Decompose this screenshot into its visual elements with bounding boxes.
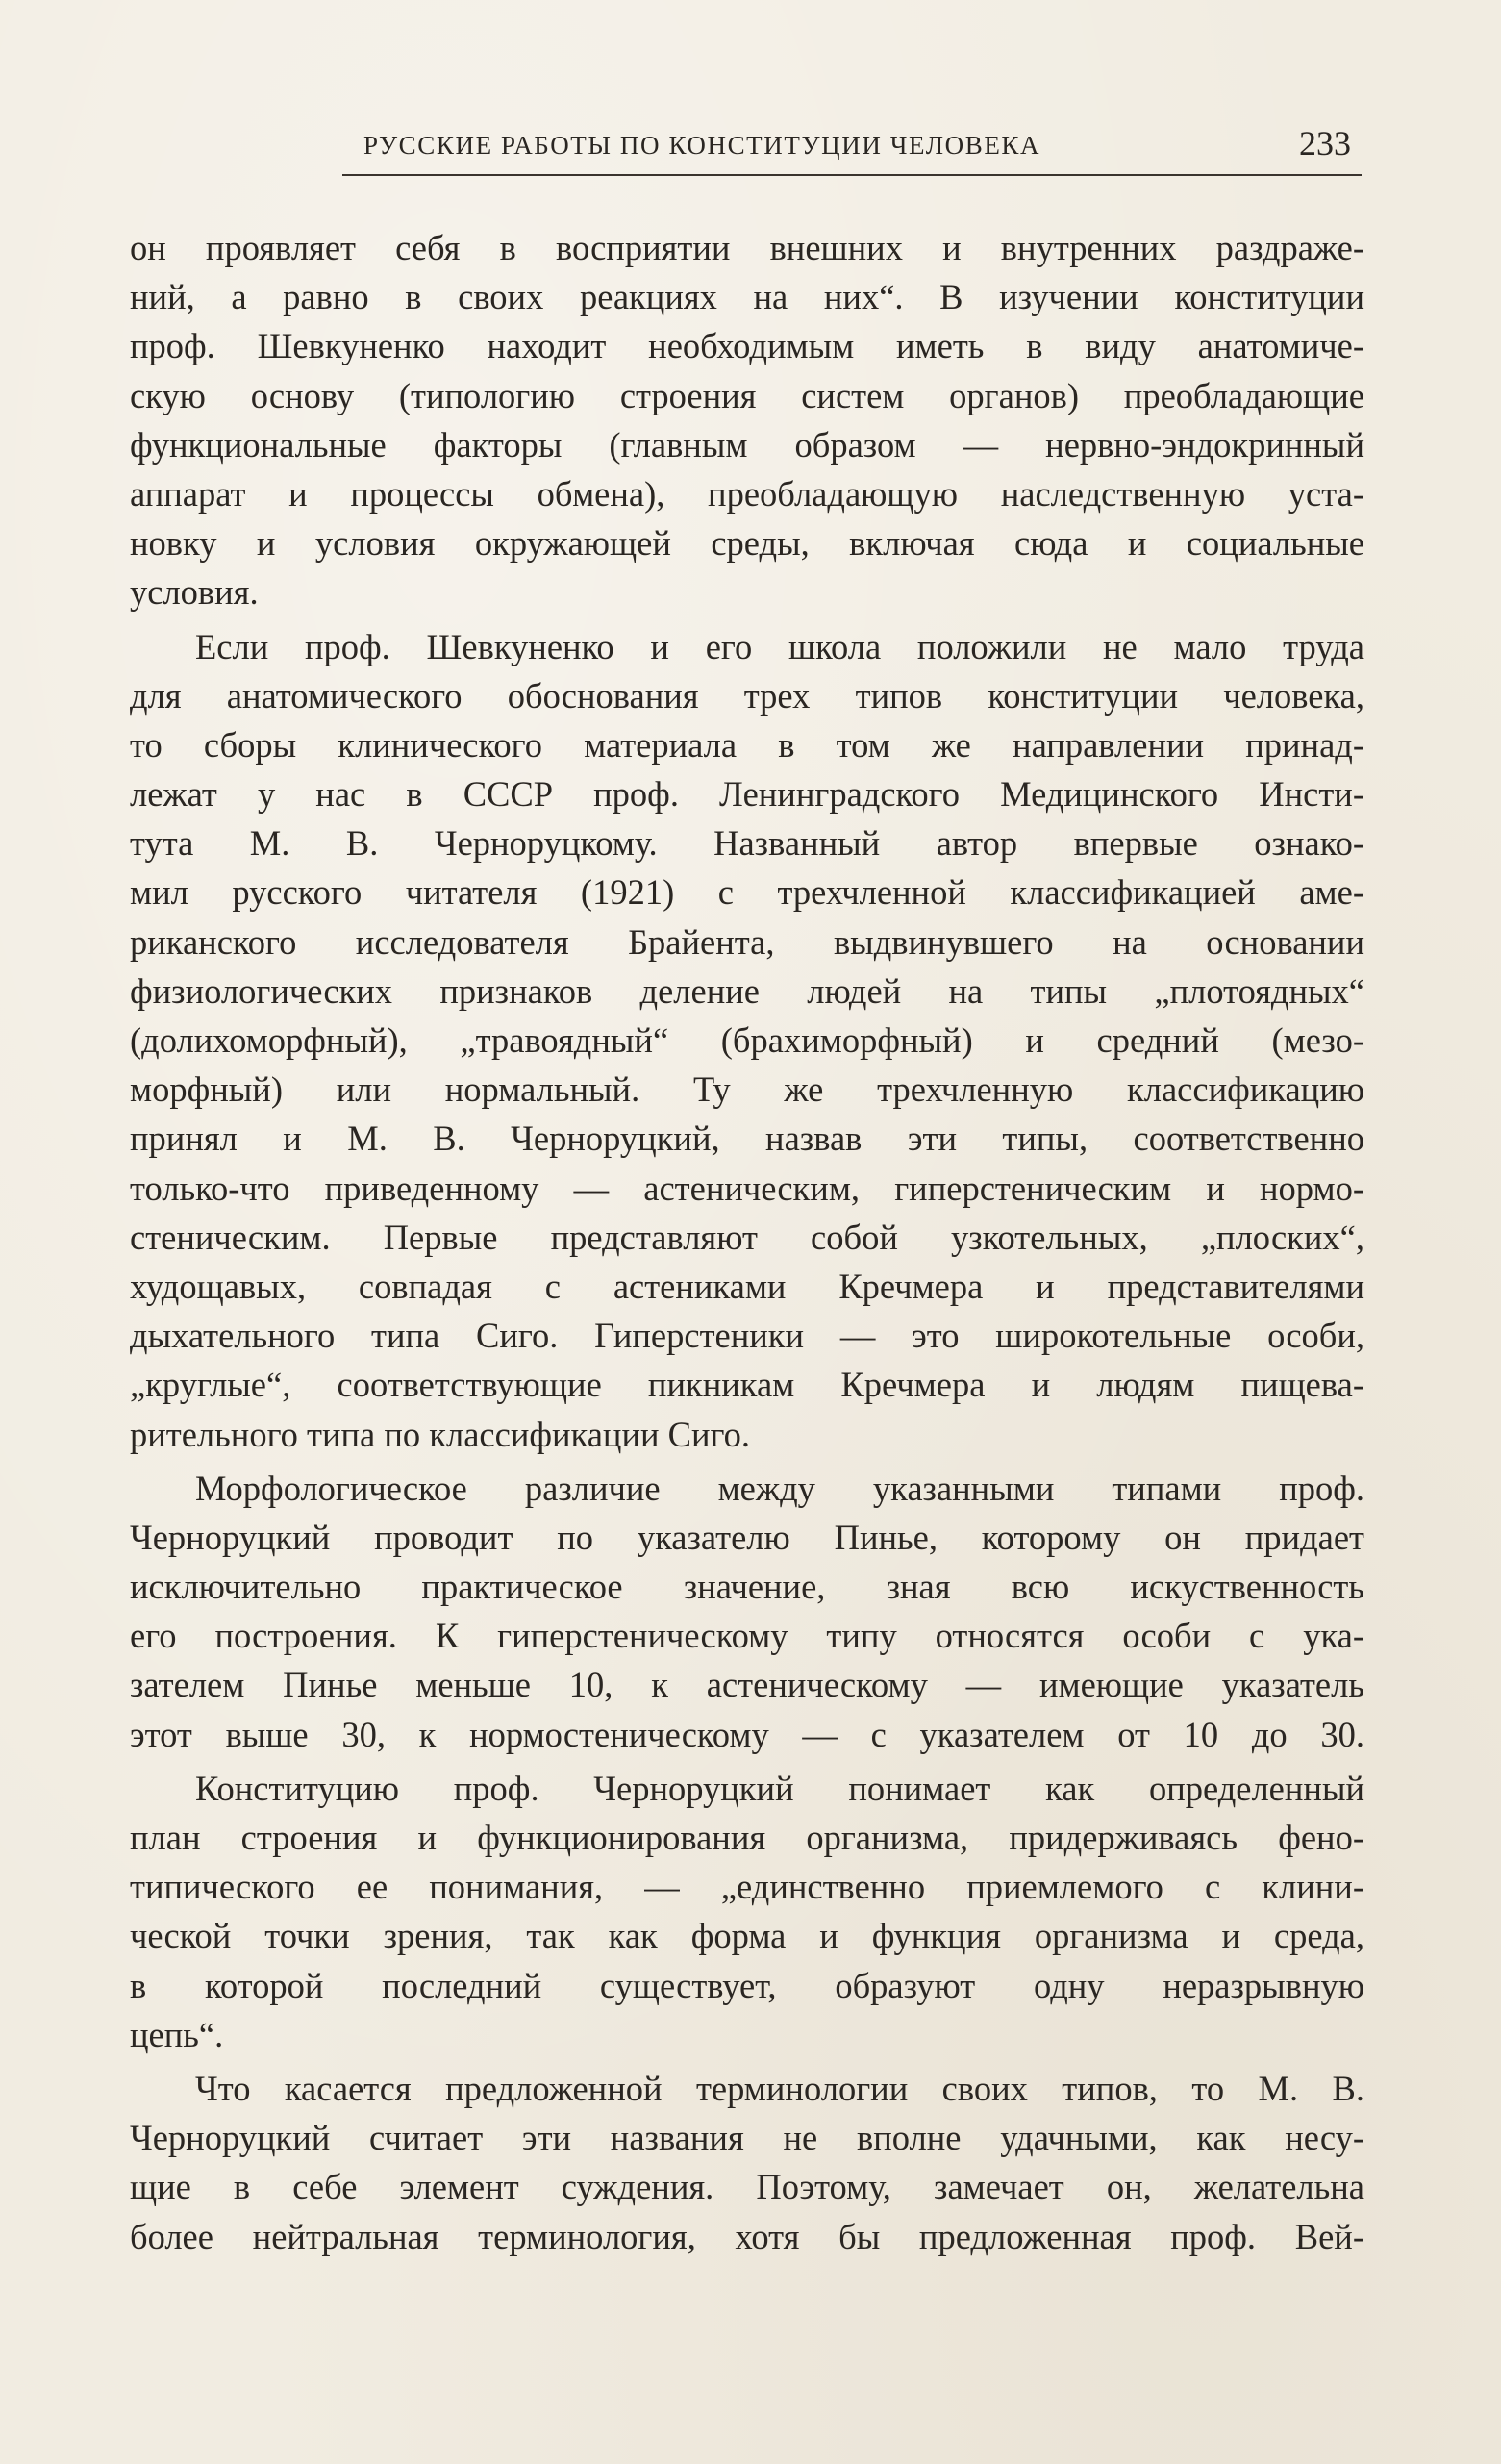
text-line: более нейтральная терминология, хотя бы предложенная проф. Вей- bbox=[130, 2216, 1364, 2256]
page-header bbox=[0, 0, 1501, 183]
text-line: план строения и функционирования организма, придерживаясь фено- bbox=[130, 1818, 1364, 1857]
text-line: Если проф. Шевкуненко и его школа положили не мало труда bbox=[195, 626, 1364, 666]
text-line: проф. Шевкуненко находит необходимым иметь в виду анатомиче- bbox=[130, 326, 1364, 366]
paragraph-4 bbox=[130, 1764, 1364, 2059]
text-line: рительного типа по классификации Сиго. bbox=[130, 1414, 750, 1454]
text-line: физиологических признаков деление людей на типы „плотоядных“ bbox=[130, 970, 1364, 1011]
text-line: лежат у нас в СССР проф. Ленинградского Медицинского Инсти- bbox=[130, 774, 1364, 815]
text-line: в которой последний существует, образуют одну неразрывную bbox=[130, 1965, 1364, 2005]
text-line: цепь“. bbox=[130, 2014, 224, 2054]
text-line: тута М. В. Черноруцкому. Названный автор впервые ознако- bbox=[130, 823, 1364, 864]
text-line: условия. bbox=[130, 572, 259, 613]
body-text bbox=[130, 223, 1364, 2266]
text-line: (долихоморфный), „травоядный“ (брахиморфный) и средний (мезо- bbox=[130, 1020, 1364, 1060]
text-line: мил русского читателя (1921) с трехчленной классификацией аме- bbox=[130, 872, 1364, 913]
page-number: 233 bbox=[1299, 124, 1351, 163]
text-line: Конституцию проф. Черноруцкий понимает как определенный bbox=[195, 1768, 1364, 1808]
text-line: он проявляет себя в восприятии внешних и внутренних раздраже- bbox=[130, 228, 1364, 267]
text-line: Черноруцкий проводит по указателю Пинье, которому он придает bbox=[130, 1517, 1364, 1557]
text-line: худощавых, совпадая с астениками Кречмера и представителями bbox=[130, 1266, 1364, 1306]
text-line: „круглые“, соответствующие пикникам Кречмера и людям пищева- bbox=[130, 1365, 1364, 1405]
text-line: зателем Пинье меньше 10, к астеническому — имеющие указатель bbox=[130, 1665, 1364, 1705]
text-line: новку и условия окружающей среды, включая сюда и социальные bbox=[130, 523, 1364, 564]
text-line: этот выше 30, к нормостеническому — с указателем от 10 до 30. bbox=[130, 1714, 1364, 1754]
text-line: ческой точки зрения, так как форма и функция организма и среда, bbox=[130, 1916, 1364, 1956]
text-line: принял и М. В. Черноруцкий, назвав эти типы, соответственно bbox=[130, 1119, 1364, 1159]
paragraph-5 bbox=[130, 2064, 1364, 2261]
text-line: скую основу (типологию строения систем органов) преобладающие bbox=[130, 375, 1364, 415]
text-line: то сборы клинического материала в том же направлении принад- bbox=[130, 724, 1364, 765]
paragraph-1 bbox=[130, 223, 1364, 617]
paragraph-3 bbox=[130, 1464, 1364, 1759]
text-line: исключительно практическое значение, зная всю искуственность bbox=[130, 1567, 1364, 1607]
text-line: его построения. К гиперстеническому типу относятся особи с ука- bbox=[130, 1616, 1364, 1656]
text-line: стеническим. Первые представляют собой узкотельных, „плоских“, bbox=[130, 1217, 1364, 1257]
text-line: Что касается предложенной терминологии своих типов, то М. В. bbox=[195, 2068, 1364, 2108]
text-line: функциональные факторы (главным образом — нервно-эндокринный bbox=[130, 424, 1364, 465]
text-line: для анатомического обоснования трех типов конституции человека, bbox=[130, 675, 1364, 716]
text-line: ний, а равно в своих реакциях на них“. В изучении конституции bbox=[130, 277, 1364, 317]
text-line: риканского исследователя Брайента, выдвинувшего на основании bbox=[130, 921, 1364, 962]
text-line: щие в себе элемент суждения. Поэтому, замечает он, желательна bbox=[130, 2167, 1364, 2207]
header-rule bbox=[342, 174, 1362, 176]
text-line: только-что приведенному — астеническим, гиперстеническим и нормо- bbox=[130, 1168, 1364, 1208]
text-line: типического ее понимания, — „единственно приемлемого с клини- bbox=[130, 1867, 1364, 1907]
running-title: РУССКИЕ РАБОТЫ ПО КОНСТИТУЦИИ ЧЕЛОВЕКА bbox=[363, 131, 1041, 160]
text-line: дыхательного типа Сиго. Гиперстеники — это широкотельные особи, bbox=[130, 1316, 1364, 1356]
paragraph-2 bbox=[130, 622, 1364, 1459]
text-line: Морфологическое различие между указанными типами проф. bbox=[195, 1468, 1364, 1508]
text-line: морфный) или нормальный. Ту же трехчленную классификацию bbox=[130, 1069, 1364, 1110]
text-line: Черноруцкий считает эти названия не вполне удачными, как несу- bbox=[130, 2118, 1364, 2158]
text-line: аппарат и процессы обмена), преобладающую наследственную уста- bbox=[130, 473, 1364, 514]
